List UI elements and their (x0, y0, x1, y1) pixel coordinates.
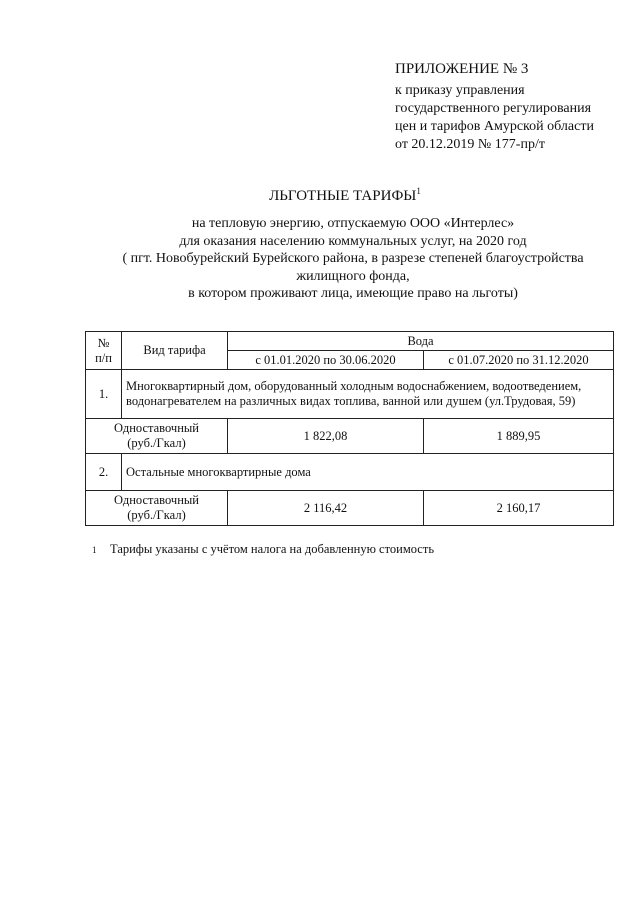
title-footnote-mark: 1 (416, 186, 421, 196)
title-text: ЛЬГОТНЫЕ ТАРИФЫ (269, 188, 417, 204)
subtitle-line: в котором проживают лица, имеющие право на льготы) (188, 286, 518, 301)
tariff-type-line: Одноставочный (114, 493, 199, 507)
row-tariff-type (86, 491, 228, 526)
appendix-line: к приказу управления (395, 83, 525, 98)
table-row (86, 491, 614, 526)
tariff-unit-line: (руб./Гкал) (127, 436, 186, 450)
subtitle-line: для оказания населению коммунальных услуг, на 2020 год (179, 233, 527, 249)
table-row (86, 419, 614, 454)
document-title (0, 186, 640, 205)
row-description: Остальные многоквартирные дома (122, 454, 614, 491)
appendix-line: цен и тарифов Амурской области (395, 119, 594, 134)
row-value-period-2: 1 889,95 (424, 419, 614, 454)
subtitle-line: на тепловую энергию, отпускаемую ООО «Интерлес» (191, 216, 515, 231)
footnote-text: Тарифы указаны с учётом налога на добавленную стоимость (110, 542, 435, 556)
row-description: Многоквартирный дом, оборудованный холодным водоснабжением, водоотведением, водонагревателем на различных видах топлива, ванной или душем (ул.Трудовая, 59) (122, 370, 614, 419)
row-num: 2. (86, 454, 122, 491)
appendix-order-ref: от 20.12.2019 № 177-пр/т (395, 137, 545, 152)
row-value-period-1: 1 822,08 (228, 419, 424, 454)
header-num-line: № (97, 335, 110, 350)
subtitle-line: ( пгт. Новобурейский Бурейского района, в разрезе степеней благоустройства (122, 251, 584, 266)
appendix-block (395, 60, 594, 154)
row-num: 1. (86, 370, 122, 419)
header-period-2: с 01.07.2020 по 31.12.2020 (424, 351, 614, 370)
table-header-row (86, 332, 614, 351)
footnote-mark: 1 (92, 545, 97, 555)
tariff-table (85, 331, 614, 526)
header-period-1: с 01.01.2020 по 30.06.2020 (228, 351, 424, 370)
footnote (92, 542, 434, 557)
document-subtitle (95, 215, 611, 303)
header-num (86, 332, 122, 370)
tariff-unit-line: (руб./Гкал) (127, 508, 186, 522)
row-value-period-2: 2 160,17 (424, 491, 614, 526)
row-tariff-type (86, 419, 228, 454)
subtitle-line: жилищного фонда, (296, 268, 410, 284)
table-row (86, 370, 614, 419)
header-num-line: п/п (95, 350, 112, 365)
tariff-type-line: Одноставочный (114, 421, 199, 435)
table-row (86, 454, 614, 491)
row-value-period-1: 2 116,42 (228, 491, 424, 526)
header-tariff-type: Вид тарифа (122, 332, 228, 370)
header-group-water: Вода (228, 332, 614, 351)
appendix-line: государственного регулирования (395, 101, 592, 116)
appendix-title: ПРИЛОЖЕНИЕ № 3 (395, 61, 529, 77)
